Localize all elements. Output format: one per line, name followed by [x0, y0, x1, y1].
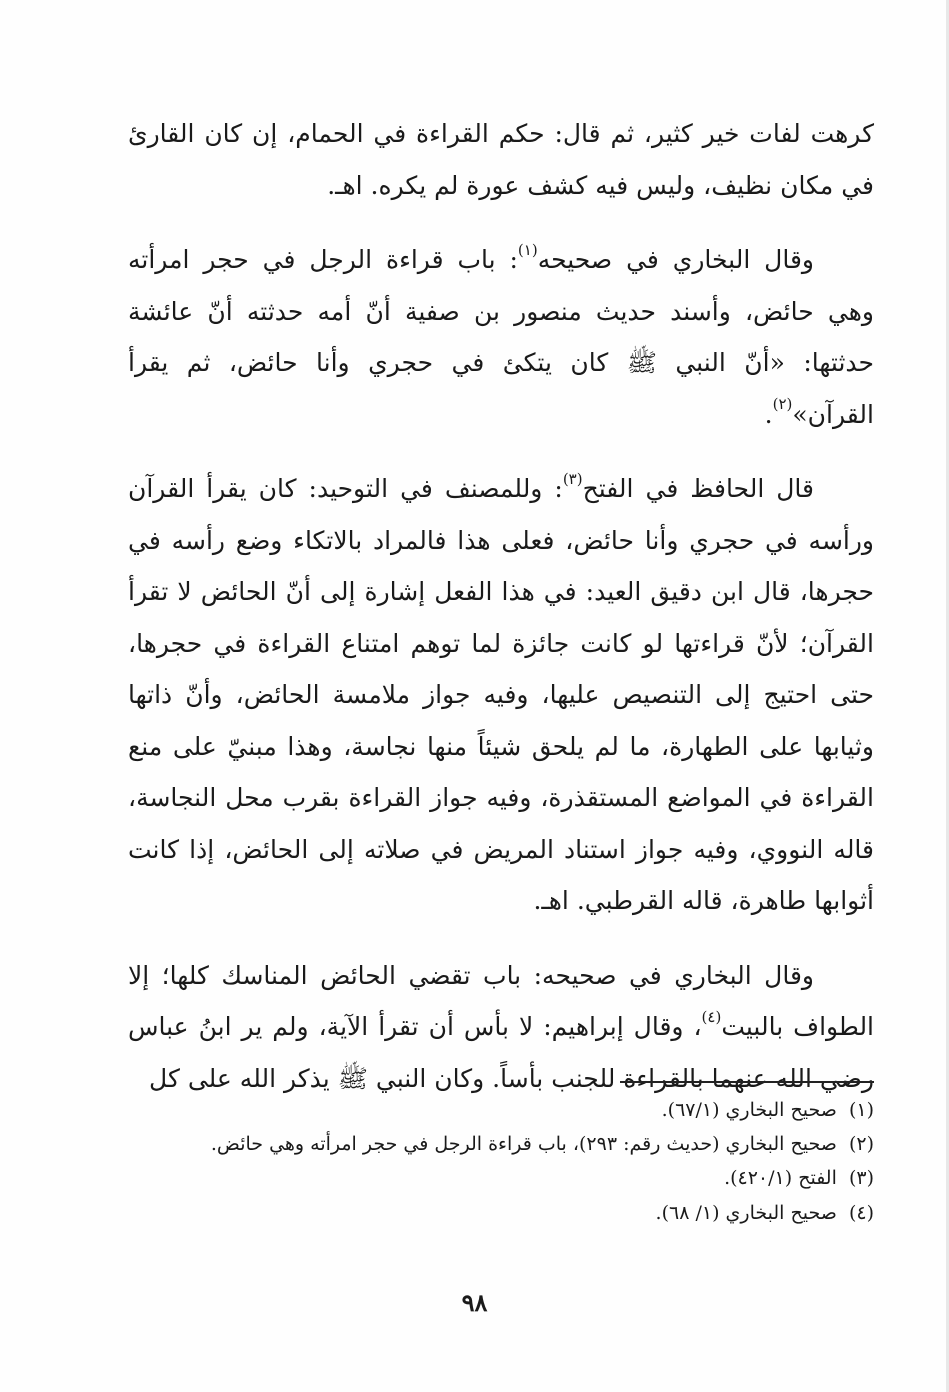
- footnote-text: صحيح البخاري (١/ ٦٨).: [655, 1202, 837, 1224]
- footnote-4: [128, 1196, 874, 1231]
- paragraph-2: [128, 234, 874, 440]
- paragraph-2-text-before: وقال البخاري في صحيحه: [537, 245, 814, 274]
- footnote-text: صحيح البخاري (٦٧/١).: [661, 1099, 837, 1121]
- paragraph-4-text-before: وقال البخاري في صحيحه: باب تقضي الحائض المناسك كلها؛ إلا الطواف بالبيت: [128, 960, 875, 1041]
- paragraph-3-text-before: قال الحافظ في الفتح: [582, 474, 814, 503]
- paragraph-2-end: .: [764, 399, 773, 429]
- footnote-ref-3[interactable]: (٣): [562, 469, 583, 488]
- footnote-3: [128, 1161, 874, 1196]
- footnote-2: [128, 1128, 874, 1161]
- footnote-1: [128, 1093, 874, 1128]
- footnote-ref-2[interactable]: (٢): [772, 395, 793, 414]
- footnote-ref-4[interactable]: (٤): [701, 1007, 722, 1026]
- paragraph-3: [128, 463, 874, 927]
- footnote-number: (١): [848, 1099, 874, 1121]
- footnote-number: (٤): [848, 1202, 874, 1224]
- footnotes-section: [128, 1093, 874, 1231]
- paragraph-3-text-after: : وللمصنف في التوحيد: كان يقرأ القرآن ورأسه في حجري وأنا حائض، فعلى هذا فالمراد بالاتكاء وضع رأسه في حجرها، قال ابن دقيق العيد: في هذا الفعل إشارة إلى أنّ الحائض لا تقرأ القرآن؛ لأنّ قراءتها لو كانت جائزة لما توهم امتناع القراءة في حجرها، حتى احتيج إلى التنصيص عليها، وفيه جواز ملامسة الحائض، وأنّ ذاتها وثيابها على الطهارة، ما لم يلحق شيئاً منها نجاسة، وهذا مبنيّ على منع القراءة في المواضع المستقذرة، وفيه جواز القراءة بقرب محل النجاسة، قاله النووي، وفيه جواز استناد المريض في صلاته إلى الحائض، إذا كانت أثوابها طاهرة، قاله القرطبي. اهـ.: [128, 474, 874, 915]
- paragraph-4-text-after: ، وقال إبراهيم: لا بأس أن تقرأ الآية، ولم ير ابنُ عباس رضي الله عنهما بالقراءة للجنب بأساً. وكان النبي ﷺ يذكر الله على كل: [128, 1012, 874, 1093]
- paragraph-1-text: كرهت لفات خير كثير، ثم قال: حكم القراءة في الحمام، إن كان القارئ في مكان نظيف، وليس فيه كشف عورة لم يكره. اهـ.: [128, 119, 874, 200]
- main-body-text: [128, 108, 874, 1127]
- paragraph-1: [128, 108, 874, 211]
- footnote-ref-1[interactable]: (١): [517, 240, 538, 259]
- footnote-divider: [620, 1081, 874, 1083]
- page-number: ٩٨: [461, 1288, 488, 1317]
- footnote-text: صحيح البخاري (حديث رقم: ٢٩٣)، باب قراءة الرجل في حجر امرأته وهي حائض.: [210, 1133, 837, 1155]
- footnote-number: (٣): [848, 1167, 874, 1189]
- footnote-number: (٢): [848, 1133, 874, 1155]
- footnote-text: الفتح (٤٢٠/١).: [724, 1167, 837, 1189]
- paragraph-2-text-after: : باب قراءة الرجل في حجر امرأته وهي حائض، وأسند حديث منصور بن صفية أنّ أمه حدثته أنّ عائشة حدثتها: «أنّ النبي ﷺ كان يتكئ في حجري وأنا حائض، ثم يقرأ القرآن»: [128, 245, 874, 429]
